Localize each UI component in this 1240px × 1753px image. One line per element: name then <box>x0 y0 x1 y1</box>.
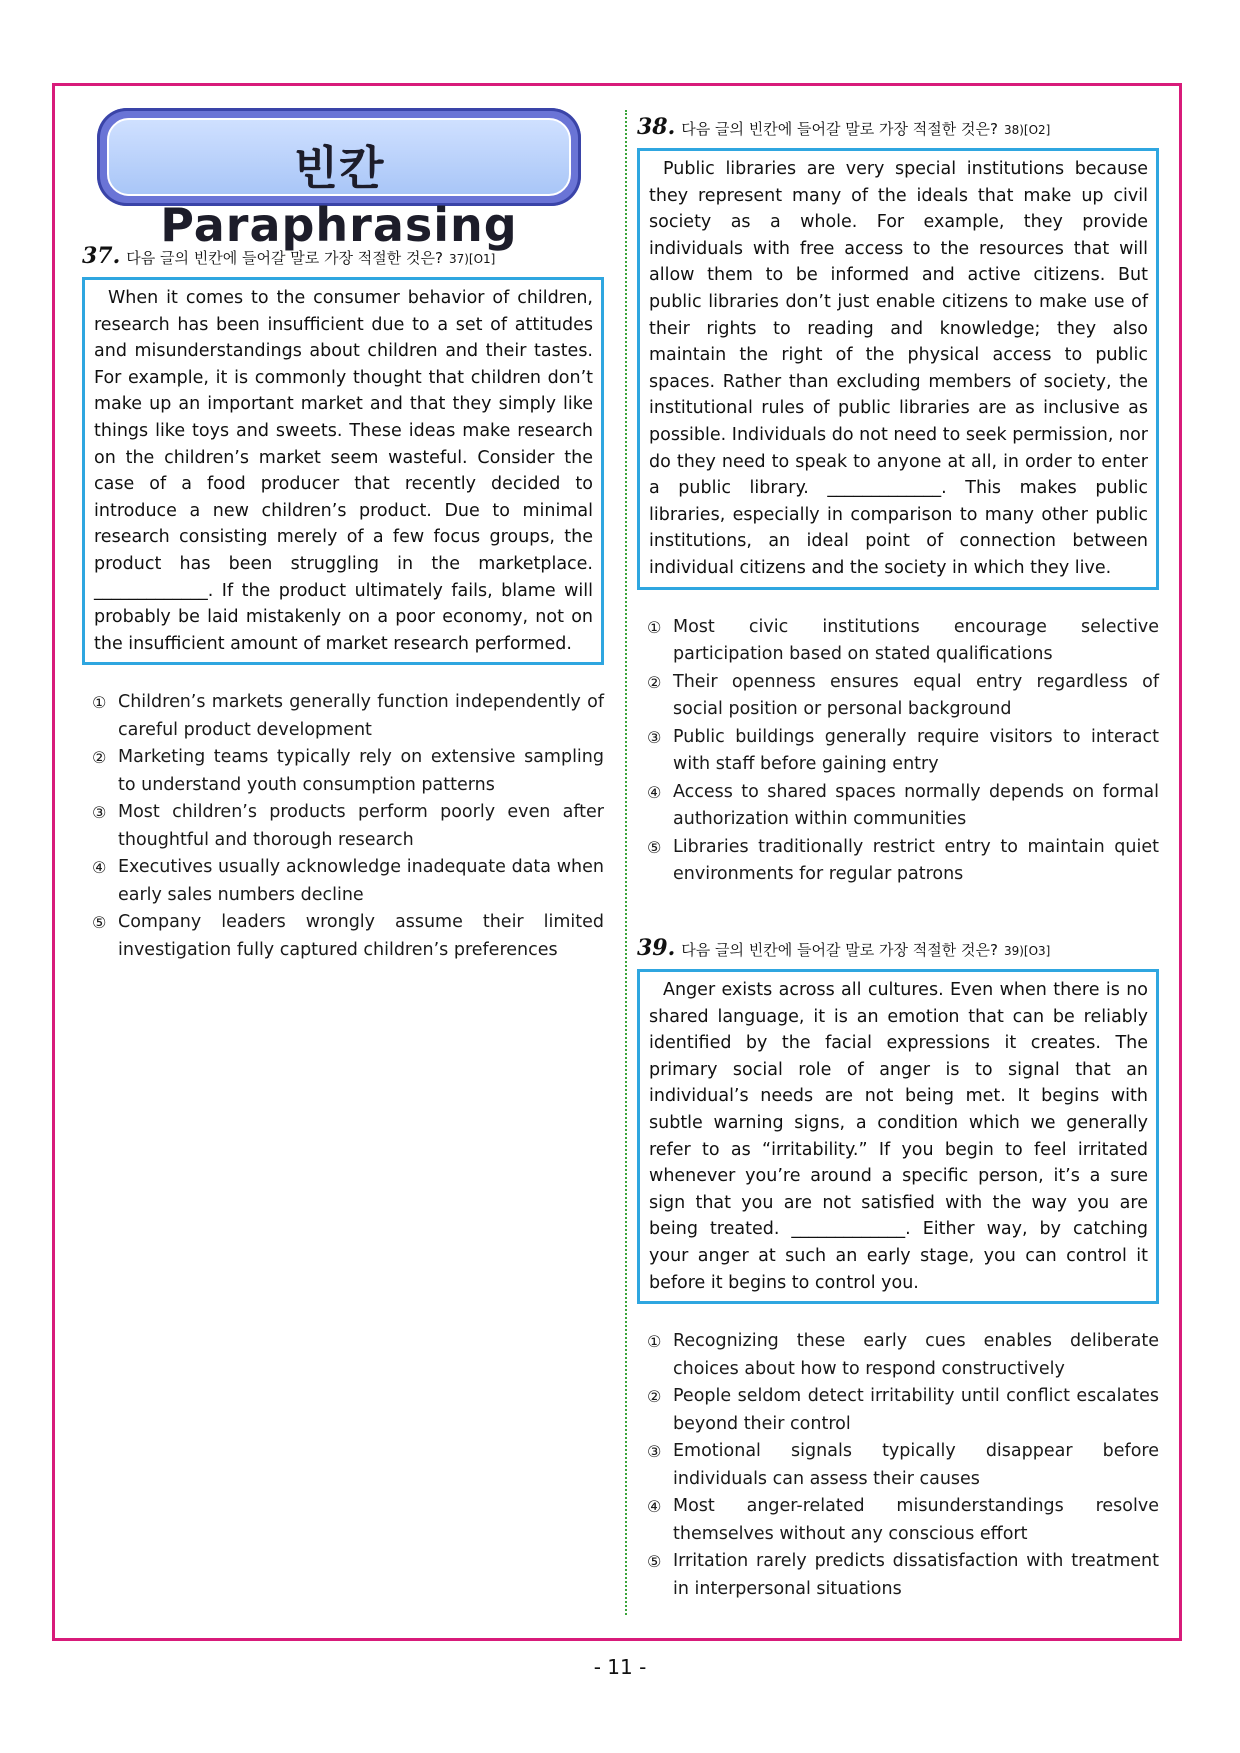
choice-item[interactable] <box>92 744 604 799</box>
choice-text: Their openness ensures equal entry regardless of social position or personal background <box>673 671 1159 719</box>
question-38 <box>637 114 1159 889</box>
choice-item[interactable] <box>647 779 1159 834</box>
question-number: 37. <box>82 243 121 269</box>
choice-item[interactable] <box>92 854 604 909</box>
choice-text: Children’s markets generally function independently of careful product development <box>118 692 604 740</box>
choice-number: ④ <box>92 858 107 878</box>
column-divider <box>625 110 627 1615</box>
choice-text: Access to shared spaces normally depends on formal authorization within communities <box>673 781 1159 829</box>
choice-text: Most children’s products perform poorly even after thoughtful and thorough research <box>118 802 604 850</box>
choice-text: Emotional signals typically disappear before individuals can assess their causes <box>673 1441 1159 1489</box>
question-37 <box>82 243 604 964</box>
choice-item[interactable] <box>92 799 604 854</box>
choice-number: ① <box>92 693 107 713</box>
choice-number: ⑤ <box>92 913 107 933</box>
choice-item[interactable] <box>647 724 1159 779</box>
choice-list <box>637 614 1159 889</box>
choice-item[interactable] <box>647 1493 1159 1548</box>
passage-box: When it comes to the consumer behavior of children, research has been insufficient due to a set of attitudes and misunderstandings about children and their tastes. For example, it is commonly thought that children don’t make up an important market and that they simply like things like toys and sweets. These ideas make research on the children’s market seem wasteful. Consider the case of a food producer that recently decided to introduce a new children’s product. Due to minimal research consisting merely of a few focus groups, the product has been struggling in the marketplace. _____________. If the product ultimately fails, blame will probably be laid mistakenly on a poor economy, not on the insufficient amount of market research performed. <box>82 277 604 665</box>
page-number: - 11 - <box>593 1655 647 1679</box>
choice-number: ④ <box>647 782 662 802</box>
choice-number: ② <box>92 748 107 768</box>
section-title-banner-inner <box>107 118 571 252</box>
choice-number: ② <box>647 1387 662 1407</box>
choice-text: Most anger-related misunderstandings resolve themselves without any conscious effort <box>673 1496 1159 1544</box>
question-header <box>82 243 604 273</box>
question-source: 37)[O1] <box>448 252 496 266</box>
choice-text: Executives usually acknowledge inadequate data when early sales numbers decline <box>118 857 604 905</box>
choice-item[interactable] <box>647 1548 1159 1603</box>
section-title-banner <box>97 108 581 252</box>
choice-number: ⑤ <box>647 1552 662 1572</box>
choice-text: People seldom detect irritability until conflict escalates beyond their control <box>673 1386 1159 1434</box>
question-prompt: 다음 글의 빈칸에 들어갈 말로 가장 적절한 것은? <box>681 120 998 138</box>
choice-number: ③ <box>647 727 662 747</box>
passage-box: Public libraries are very special institutions because they represent many of the ideals that make up civil society as a whole. For example, they provide individuals with free access to the resources that will allow them to be informed and active citizens. But public libraries don’t just enable citizens to make use of their rights to reading and knowledge; they also maintain the right of the physical access to public spaces. Rather than excluding members of society, the institutional rules of public libraries are as inclusive as possible. Individuals do not need to seek permission, nor do they need to speak to anyone at all, in order to enter a public library. _____________. This makes public libraries, especially in comparison to many other public institutions, an ideal point of connection between individual citizens and the society in which they live. <box>637 148 1159 590</box>
choice-list <box>637 1328 1159 1603</box>
choice-text: Irritation rarely predicts dissatisfaction with treatment in interpersonal situations <box>673 1551 1159 1599</box>
choice-item[interactable] <box>92 689 604 744</box>
question-source: 38)[O2] <box>1003 123 1051 137</box>
choice-text: Most civic institutions encourage selective participation based on stated qualifications <box>673 616 1159 664</box>
section-title: 빈칸 Paraphrasing <box>160 141 518 252</box>
question-number: 39. <box>637 935 676 961</box>
choice-text: Marketing teams typically rely on extensive sampling to understand youth consumption patterns <box>118 747 604 795</box>
choice-number: ③ <box>92 803 107 823</box>
choice-item[interactable] <box>92 909 604 964</box>
choice-item[interactable] <box>647 614 1159 669</box>
passage-box: Anger exists across all cultures. Even when there is no shared language, it is an emotion that can be reliably identified by the facial expressions it creates. The primary social role of anger is to signal that an individual’s needs are not being met. It begins with subtle warning signs, a condition which we generally refer to as “irritability.” If you begin to feel irritated whenever you’re around a specific person, it’s a sure sign that you are not satisfied with the way you are being treated. _____________. Either way, by catching your anger at such an early stage, you can control it before it begins to control you. <box>637 969 1159 1304</box>
choice-item[interactable] <box>647 834 1159 889</box>
choice-list <box>82 689 604 964</box>
choice-text: Libraries traditionally restrict entry to maintain quiet environments for regular patrons <box>673 836 1159 884</box>
choice-text: Company leaders wrongly assume their limited investigation fully captured children’s preferences <box>118 912 604 960</box>
choice-text: Recognizing these early cues enables deliberate choices about how to respond constructively <box>673 1331 1159 1379</box>
choice-number: ③ <box>647 1442 662 1462</box>
choice-number: ① <box>647 617 662 637</box>
question-39 <box>637 935 1159 1603</box>
choice-number: ④ <box>647 1497 662 1517</box>
choice-item[interactable] <box>647 1383 1159 1438</box>
question-source: 39)[O3] <box>1003 944 1051 958</box>
question-number: 38. <box>637 114 676 140</box>
choice-number: ⑤ <box>647 837 662 857</box>
question-header <box>637 935 1159 965</box>
choice-item[interactable] <box>647 1328 1159 1383</box>
choice-number: ① <box>647 1332 662 1352</box>
choice-item[interactable] <box>647 669 1159 724</box>
question-header <box>637 114 1159 144</box>
question-prompt: 다음 글의 빈칸에 들어갈 말로 가장 적절한 것은? <box>126 249 443 267</box>
choice-number: ② <box>647 672 662 692</box>
choice-item[interactable] <box>647 1438 1159 1493</box>
question-prompt: 다음 글의 빈칸에 들어갈 말로 가장 적절한 것은? <box>681 941 998 959</box>
choice-text: Public buildings generally require visitors to interact with staff before gaining entry <box>673 726 1159 774</box>
